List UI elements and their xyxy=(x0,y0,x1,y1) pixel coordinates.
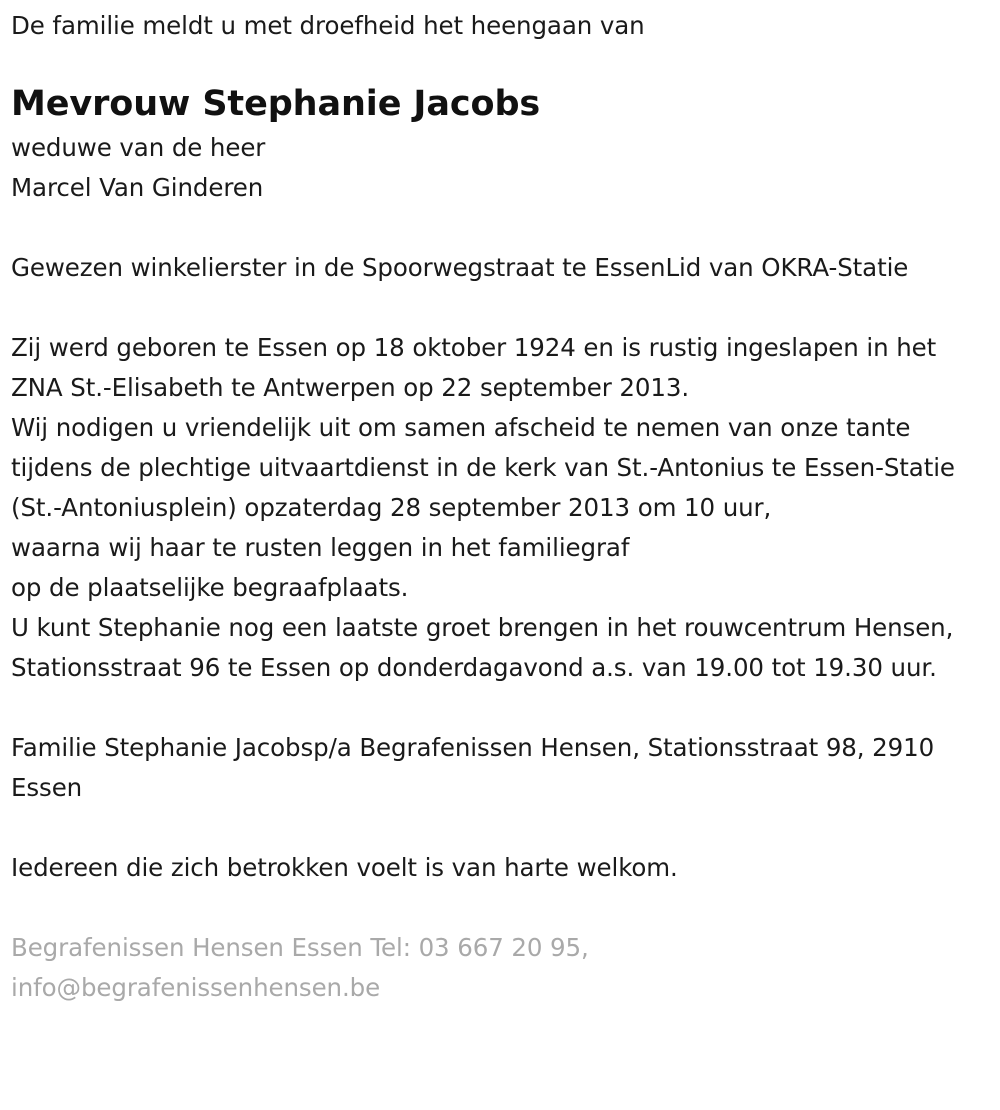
relation-line-2: Marcel Van Ginderen xyxy=(11,173,264,202)
spacer xyxy=(11,688,986,728)
spacer xyxy=(11,288,986,328)
birth-death-text: Zij werd geboren te Essen op 18 oktober 1924 en is rustig ingeslapen in het ZNA St.-Elisabeth te Antwerpen op 22 september 2013. xyxy=(11,333,937,402)
spacer xyxy=(11,808,986,848)
relation-line-1: weduwe van de heer xyxy=(11,133,266,162)
intro-text: De familie meldt u met droefheid het heengaan van xyxy=(11,11,645,40)
burial-line-2: op de plaatselijke begraafplaats. xyxy=(11,573,409,602)
funeral-home-email: info@begrafenissenhensen.be xyxy=(11,973,381,1002)
deceased-name: Mevrouw Stephanie Jacobs xyxy=(11,84,541,124)
spacer xyxy=(11,208,986,248)
spacer xyxy=(11,888,986,928)
service-text: Wij nodigen u vriendelijk uit om samen afscheid te nemen van onze tante tijdens de plechtige uitvaartdienst in de kerk van St.-Antonius te Essen-Statie (St.-Antoniusplein) opzaterdag 28 september 2013 om 10 uur, xyxy=(11,413,955,522)
death-notice xyxy=(11,6,986,1008)
occupation-text: Gewezen winkelierster in de Spoorwegstraat te EssenLid van OKRA-Statie xyxy=(11,253,909,282)
burial-line-1: waarna wij haar te rusten leggen in het familiegraf xyxy=(11,533,630,562)
welcome-text: Iedereen die zich betrokken voelt is van harte welkom. xyxy=(11,853,678,882)
correspondence-address: Familie Stephanie Jacobsp/a Begrafenissen Hensen, Stationsstraat 98, 2910 Essen xyxy=(11,733,935,802)
viewing-text: U kunt Stephanie nog een laatste groet brengen in het rouwcentrum Hensen, Stationsstraat 96 te Essen op donderdagavond a.s. van 19.00 tot 19.30 uur. xyxy=(11,613,954,682)
funeral-home-contact: Begrafenissen Hensen Essen Tel: 03 667 20 95, xyxy=(11,933,589,962)
